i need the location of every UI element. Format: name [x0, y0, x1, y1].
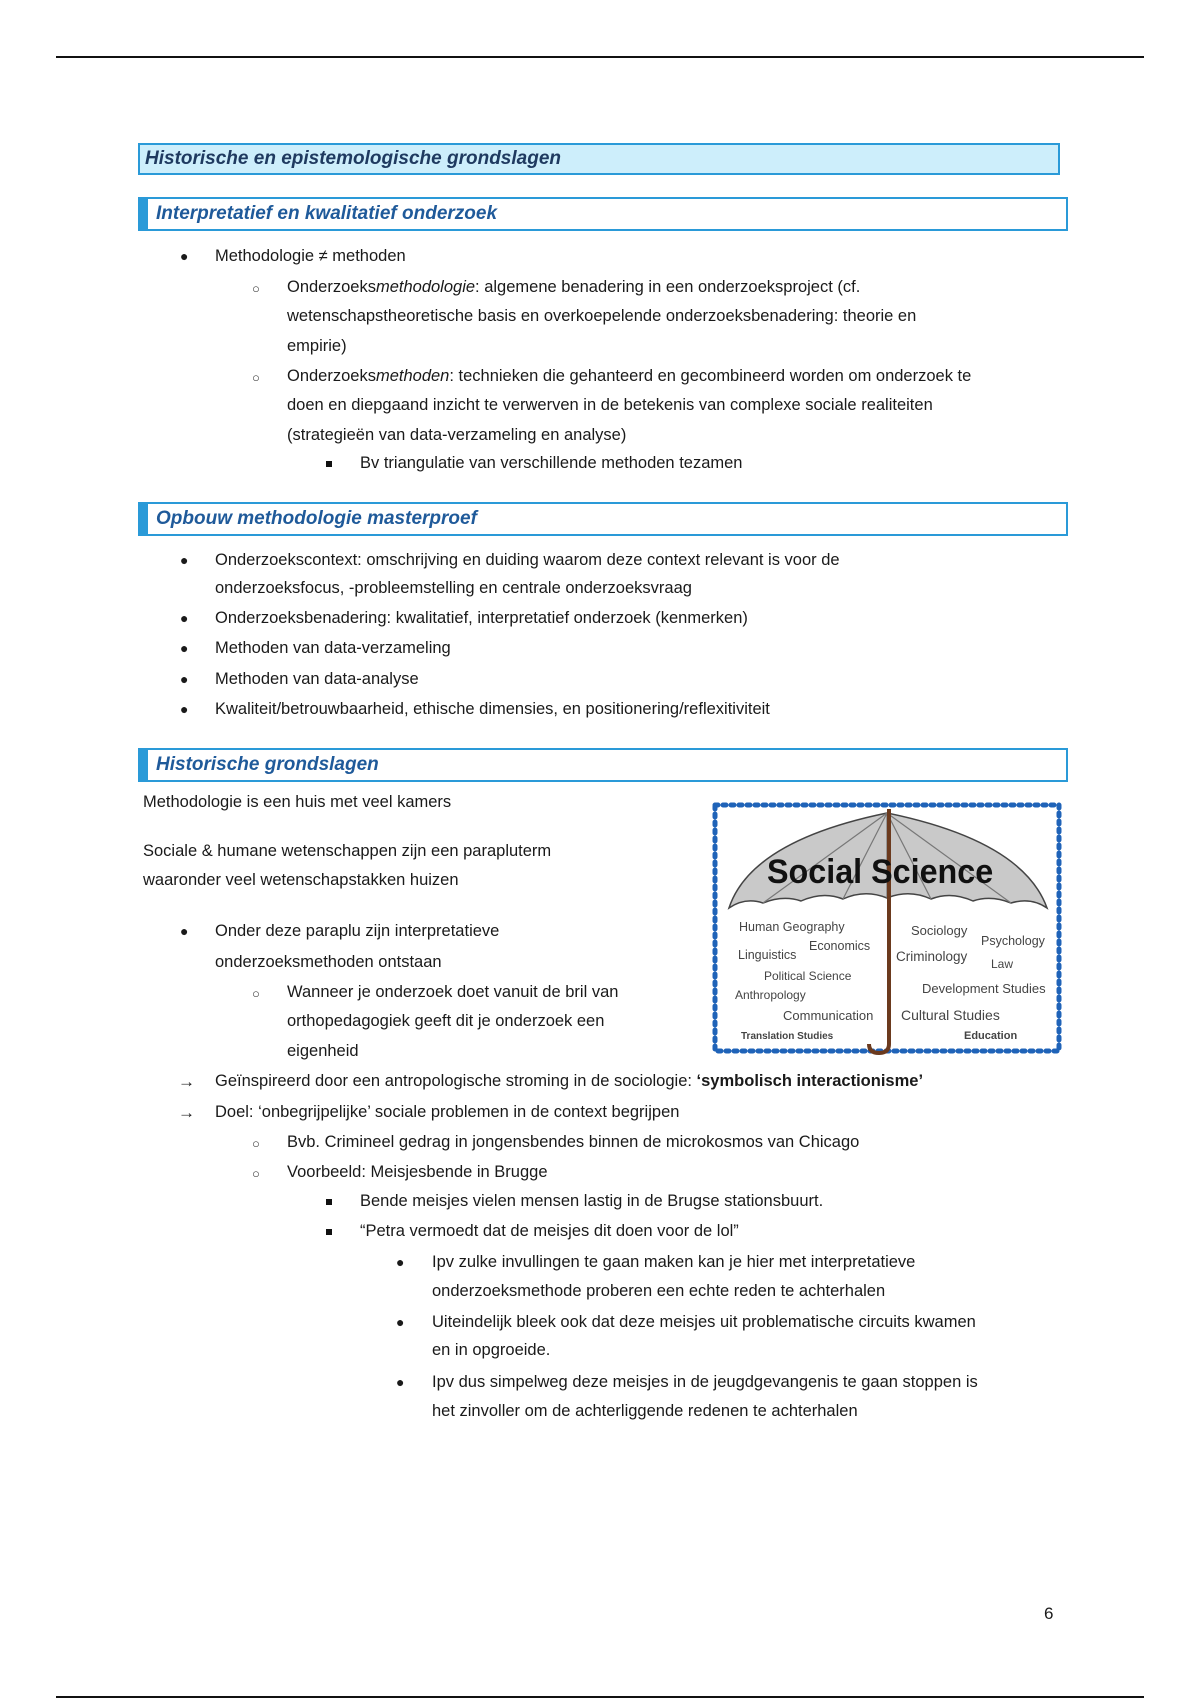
label-linguistics: Linguistics: [738, 948, 797, 962]
sub-methodologie-line3: empirie): [287, 337, 347, 355]
square-marker: [326, 1229, 332, 1235]
dot-ipv-invullingen-line2: onderzoeksmethode proberen een echte reden te achterhalen: [432, 1282, 886, 1300]
arrow-symbolisch: Geïnspireerd door een antropologische stroming in de sociologie: ‘symbolisch interactionisme’: [215, 1072, 924, 1090]
circle-marker: ○: [252, 1136, 260, 1151]
bullet-marker: ●: [396, 1374, 405, 1390]
square-marker: [326, 461, 332, 467]
bullet-marker: ●: [180, 923, 189, 939]
bullet-marker: ●: [180, 701, 189, 717]
para-paraplu-line1: Sociale & humane wetenschappen zijn een parapluterm: [143, 842, 552, 860]
bullet-marker: ●: [396, 1254, 405, 1270]
opbouw-item-cont: onderzoeksfocus, -probleemstelling en centrale onderzoeksvraag: [215, 579, 692, 597]
arrow-marker: →: [178, 1072, 195, 1091]
section-heading-interpretatief: Interpretatief en kwalitatief onderzoek: [138, 197, 1068, 231]
bullet-marker: ●: [180, 610, 189, 626]
square-marker: [326, 1199, 332, 1205]
sub-orthopedagogiek-line3: eigenheid: [287, 1042, 359, 1060]
arrow-doel: Doel: ‘onbegrijpelijke’ sociale problemen in de context begrijpen: [215, 1103, 680, 1121]
opbouw-item: Onderzoeksbenadering: kwalitatief, interpretatief onderzoek (kenmerken): [215, 609, 748, 627]
opbouw-item: Methoden van data-verzameling: [215, 639, 451, 657]
bullet-marker: ●: [180, 552, 189, 568]
section-heading-historisch: Historische grondslagen: [138, 748, 1068, 782]
bullet-marker: ●: [180, 640, 189, 656]
label-criminology: Criminology: [896, 949, 968, 964]
sq-petra: “Petra vermoedt dat de meisjes dit doen voor de lol”: [360, 1222, 739, 1240]
label-psychology: Psychology: [981, 934, 1045, 948]
arrow-marker: →: [178, 1103, 195, 1122]
label-economics: Economics: [809, 939, 871, 953]
main-heading: Historische en epistemologische grondslagen: [138, 143, 1060, 175]
label-translation-studies: Translation Studies: [741, 1031, 834, 1042]
label-political-science: Political Science: [764, 969, 852, 983]
para-paraplu-line2: waaronder veel wetenschapstakken huizen: [143, 871, 459, 889]
label-communication: Communication: [783, 1008, 874, 1023]
sub-methodologie-line2: wetenschapstheoretische basis en overkoepelende onderzoeksbenadering: theorie en: [287, 307, 917, 325]
opbouw-item: Onderzoekscontext: omschrijving en duiding waarom deze context relevant is voor de: [215, 551, 840, 569]
sub-orthopedagogiek-line1: Wanneer je onderzoek doet vanuit de bril van: [287, 983, 619, 1001]
label-education: Education: [964, 1030, 1018, 1042]
sq-stationsbuurt: Bende meisjes vielen mensen lastig in de Brugse stationsbuurt.: [360, 1192, 824, 1210]
bullet-methodologie: Methodologie ≠ methoden: [215, 247, 406, 265]
bullet-paraplu-line1: Onder deze paraplu zijn interpretatieve: [215, 922, 500, 940]
label-anthropology: Anthropology: [735, 988, 806, 1002]
social-science-umbrella-figure: [711, 801, 1063, 1055]
label-cultural-studies: Cultural Studies: [901, 1007, 1000, 1023]
top-rule: [56, 56, 1144, 58]
bullet-marker: ●: [396, 1314, 405, 1330]
dot-jeugdgevangenis-line1: Ipv dus simpelweg deze meisjes in de jeugdgevangenis te gaan stoppen is: [432, 1373, 978, 1391]
bullet-marker: ●: [180, 671, 189, 687]
label-human-geography: Human Geography: [739, 920, 845, 934]
figure-title: Social Science: [766, 853, 994, 892]
sub-methoden-line3: (strategieën van data-verzameling en analyse): [287, 426, 627, 444]
section-heading-opbouw: Opbouw methodologie masterproef: [138, 502, 1068, 536]
bottom-rule: [56, 1696, 1144, 1698]
sub-methoden-line1: Onderzoeksmethoden: technieken die gehanteerd en gecombineerd worden om onderzoek te: [287, 367, 972, 385]
opbouw-item: Kwaliteit/betrouwbaarheid, ethische dimensies, en positionering/reflexitiviteit: [215, 700, 770, 718]
circle-marker: ○: [252, 986, 260, 1001]
label-development-studies: Development Studies: [922, 981, 1046, 996]
opbouw-item: Methoden van data-analyse: [215, 670, 419, 688]
sub-orthopedagogiek-line2: orthopedagogiek geeft dit je onderzoek een: [287, 1012, 605, 1030]
page-number: 6: [1044, 1604, 1054, 1623]
para-huis: Methodologie is een huis met veel kamers: [143, 793, 452, 811]
sub-methoden-line2: doen en diepgaand inzicht te verwerven in de betekenis van complexe sociale realiteiten: [287, 396, 933, 414]
circle-marker: ○: [252, 1166, 260, 1181]
dot-uiteindelijk-line1: Uiteindelijk bleek ook dat deze meisjes uit problematische circuits kwamen: [432, 1313, 976, 1331]
subsub-triangulatie: Bv triangulatie van verschillende methoden tezamen: [360, 454, 743, 472]
dot-ipv-invullingen-line1: Ipv zulke invullingen te gaan maken kan je hier met interpretatieve: [432, 1253, 916, 1271]
circle-marker: ○: [252, 281, 260, 296]
sub-brugge: Voorbeeld: Meisjesbende in Brugge: [287, 1163, 548, 1181]
label-sociology: Sociology: [911, 923, 968, 938]
dot-uiteindelijk-line2: en in opgroeide.: [432, 1341, 551, 1359]
bullet-paraplu-line2: onderzoeksmethoden ontstaan: [215, 953, 442, 971]
circle-marker: ○: [252, 370, 260, 385]
bullet-marker: ●: [180, 248, 189, 264]
label-law: Law: [991, 957, 1014, 971]
dot-jeugdgevangenis-line2: het zinvoller om de achterliggende redenen te achterhalen: [432, 1402, 858, 1420]
sub-chicago: Bvb. Crimineel gedrag in jongensbendes binnen de microkosmos van Chicago: [287, 1133, 860, 1151]
sub-methodologie-line1: Onderzoeksmethodologie: algemene benadering in een onderzoeksproject (cf.: [287, 278, 861, 296]
